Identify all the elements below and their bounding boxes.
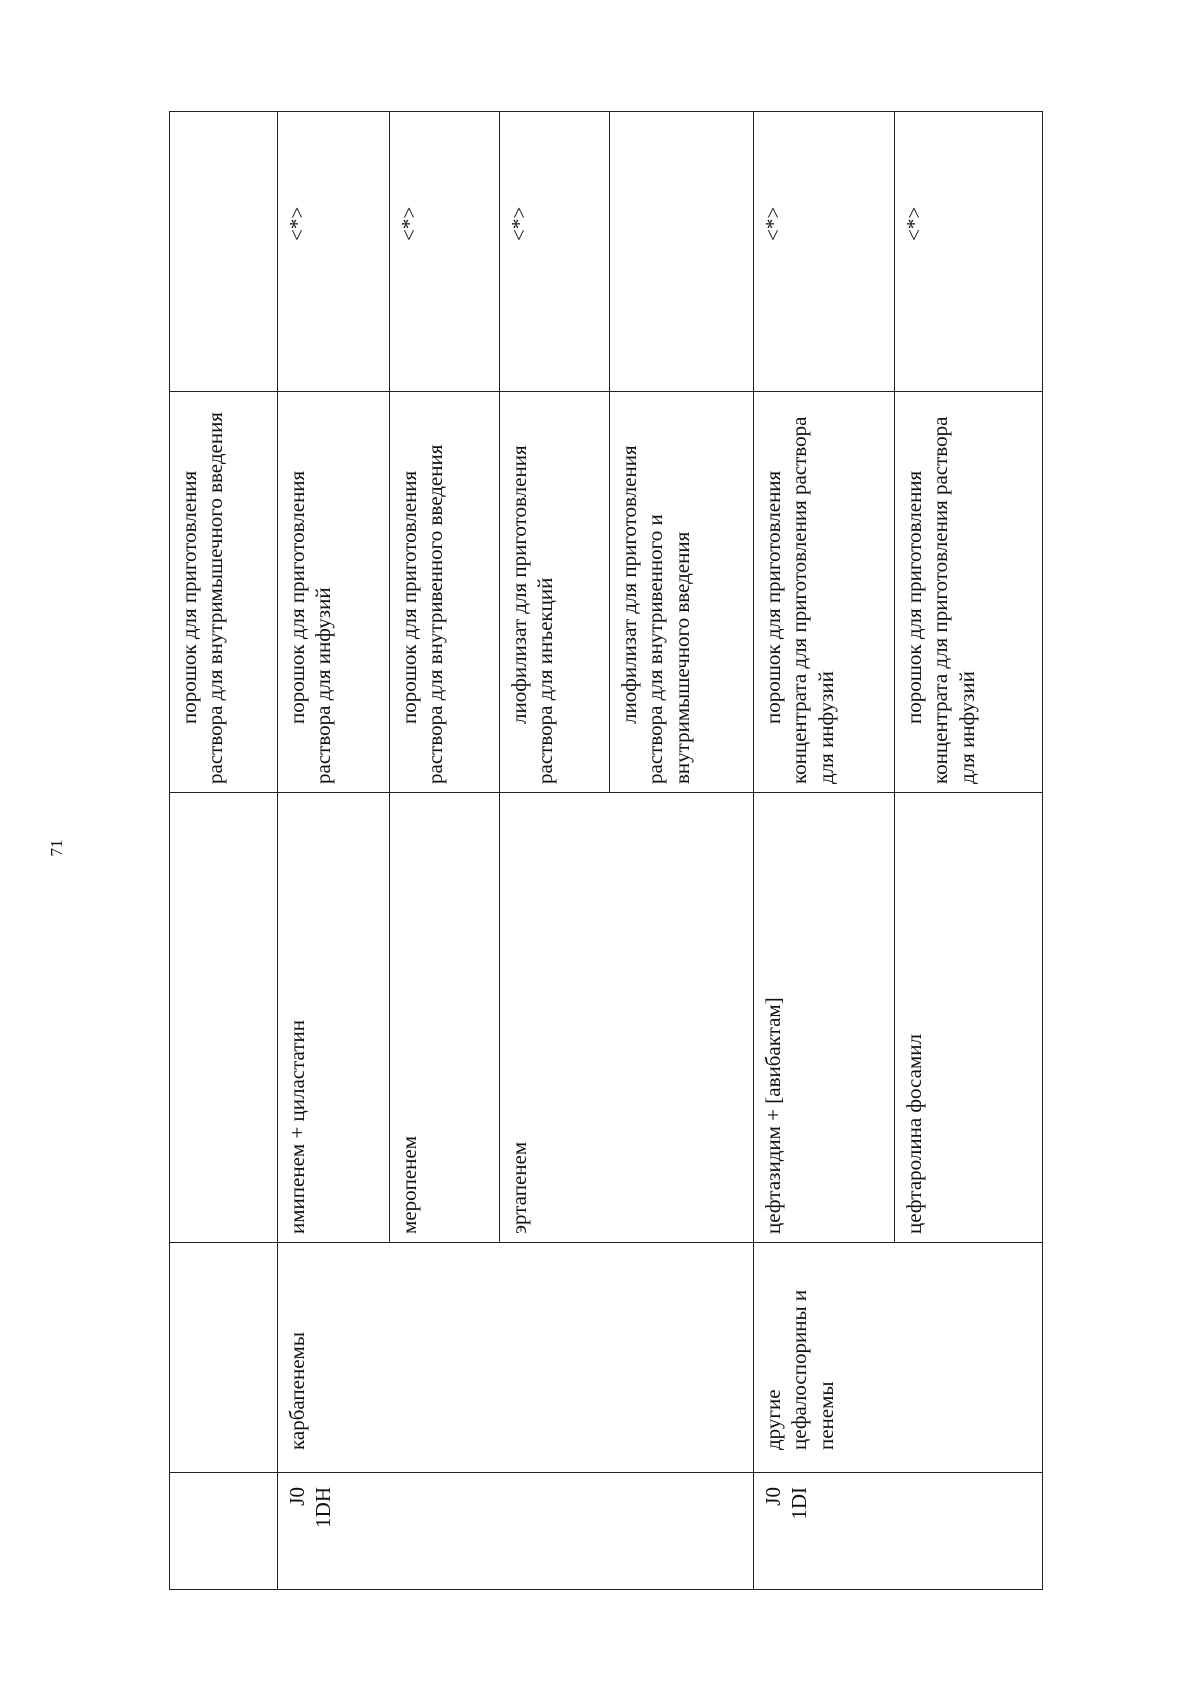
table-row [754,112,895,1590]
form-cell: порошок для приготовления раствора для инфузий [278,392,390,793]
form-cell: порошок для приготовления раствора для внутривенного введения [390,392,500,793]
form-cell: порошок для приготовления раствора для внутримышечного введения [170,392,278,793]
form-cell: лиофилизат для приготовления раствора для инъекций [500,392,610,793]
atc-code-line1: J0 [761,1487,785,1506]
note-cell [170,112,278,392]
note-cell: <*> [278,112,390,392]
name-cell: цефтаролина фосамил [895,793,1043,1243]
name-cell: эртапенем [500,793,754,1243]
page-number: 71 [47,839,66,857]
name-cell: имипенем + циластатин [278,793,390,1243]
code-cell [170,1473,278,1590]
form-cell: лиофилизат для приготовления раствора для внутривенного и внутримышечного введения [610,392,754,793]
form-cell: порошок для приготовления концентрата для приготовления раствора для инфузий [754,392,895,793]
note-cell [610,112,754,392]
note-cell: <*> [390,112,500,392]
name-cell: меропенем [390,793,500,1243]
atc-code-cell [754,1473,1043,1590]
table-row [170,112,278,1590]
form-cell: порошок для приготовления концентрата для приготовления раствора для инфузий [895,392,1043,793]
rotated-table-container [169,112,1042,1590]
atc-code-cell [278,1473,754,1590]
name-cell [170,793,278,1243]
drug-table [169,111,1043,1590]
table-row [278,112,390,1590]
note-cell: <*> [754,112,895,392]
atc-code-line1: J0 [285,1487,309,1506]
atc-code-line2: 1DI [787,1487,812,1520]
atc-code-line2: 1DH [311,1487,336,1528]
group-cell: карбапенемы [278,1243,754,1473]
group-cell [170,1243,278,1473]
group-cell: другие цефалоспорины и пенемы [754,1243,1043,1473]
note-cell: <*> [895,112,1043,392]
name-cell: цефтазидим + [авибактам] [754,793,895,1243]
note-cell: <*> [500,112,610,392]
